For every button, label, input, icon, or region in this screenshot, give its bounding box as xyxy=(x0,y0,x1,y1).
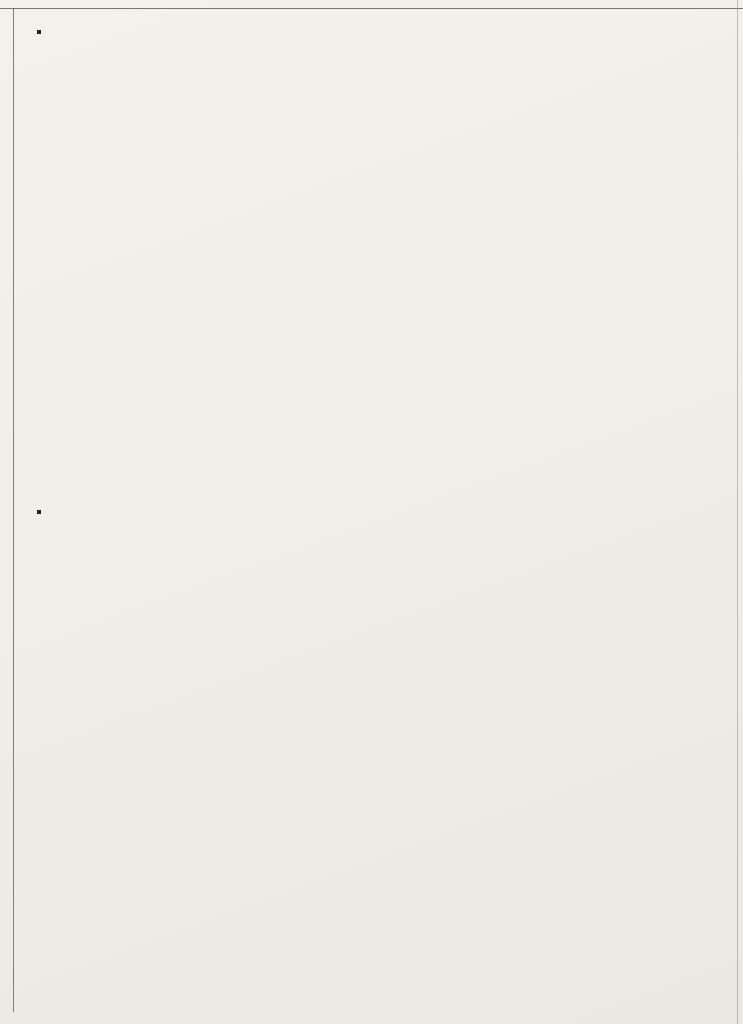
scan-edge-top xyxy=(0,8,743,9)
roster-table-bottom xyxy=(37,510,41,514)
scan-edge-left xyxy=(13,8,14,1012)
scan-edge-right xyxy=(737,0,738,1024)
roster-table-top xyxy=(37,30,41,34)
